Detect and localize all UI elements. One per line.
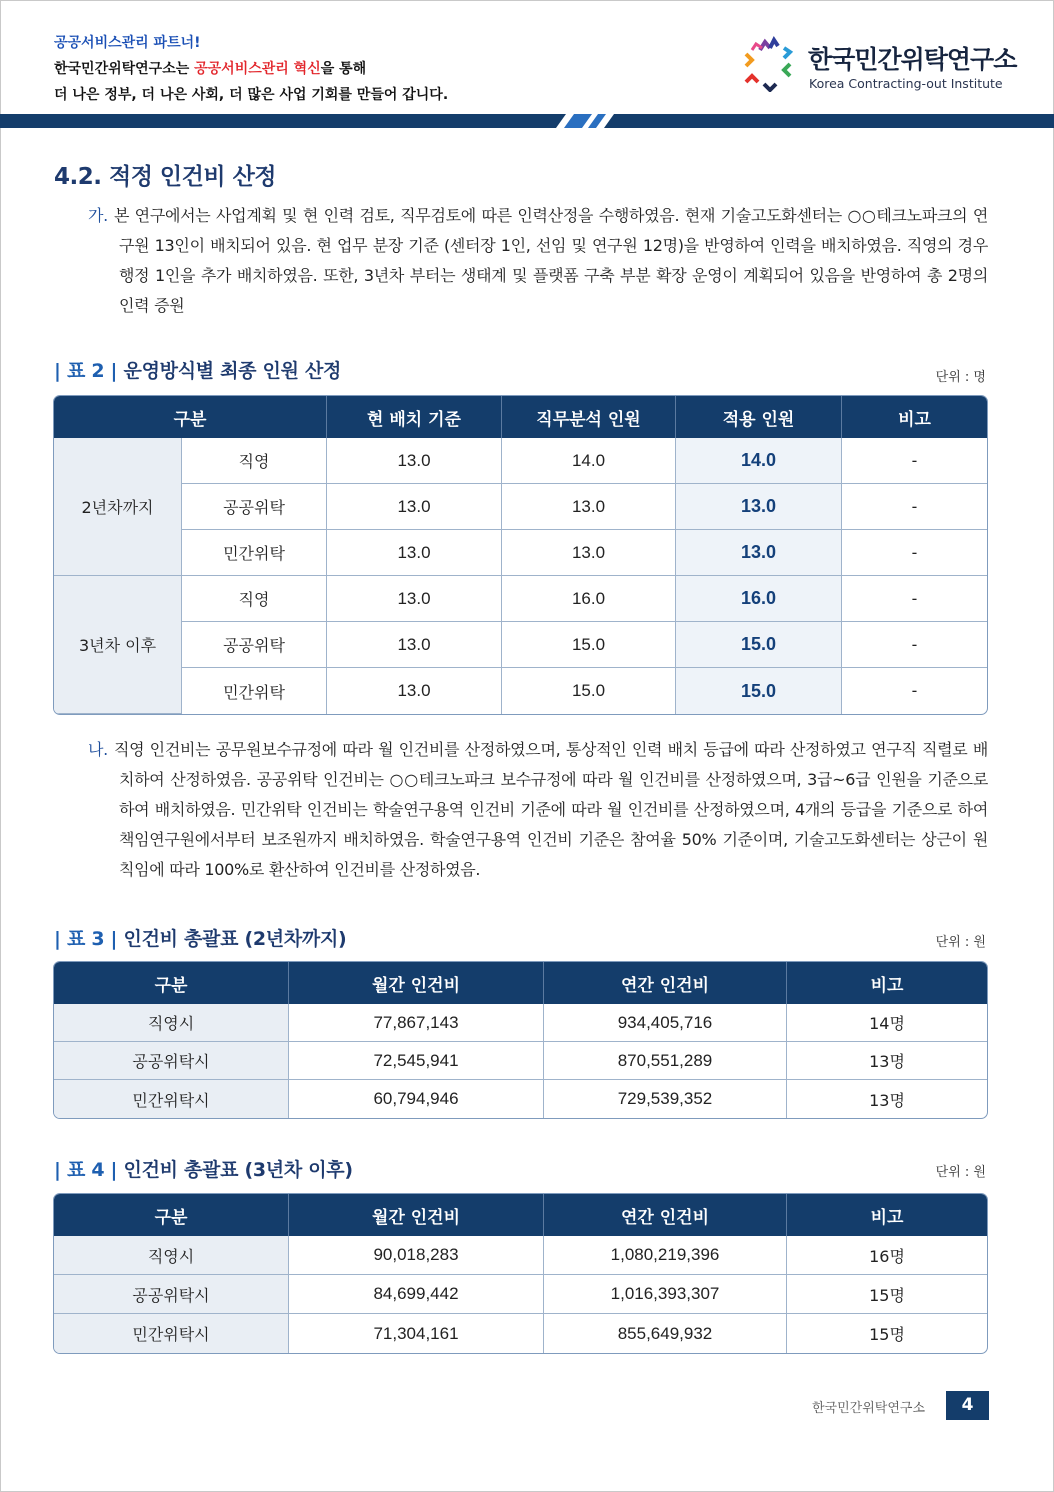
- paragraph-b: [88, 735, 988, 885]
- monthly-cost: 72,545,941: [289, 1042, 544, 1080]
- analysis-value: 16.0: [502, 576, 676, 622]
- table4-header-row: [54, 1194, 987, 1236]
- slogan-line2: [54, 56, 448, 82]
- col-header-monthly: 월간 인건비: [289, 962, 544, 1004]
- col-header-note: 비고: [787, 1194, 987, 1236]
- applied-value: 15.0: [676, 668, 842, 714]
- table4: [53, 1193, 988, 1354]
- current-value: 13.0: [327, 668, 502, 714]
- annual-cost: 1,080,219,396: [544, 1236, 787, 1275]
- annual-cost: 855,649,932: [544, 1314, 787, 1353]
- col-header-category: 구분: [54, 396, 327, 438]
- current-value: 13.0: [327, 484, 502, 530]
- annual-cost: 934,405,716: [544, 1004, 787, 1042]
- table2-header-row: [54, 396, 987, 438]
- table-row: [54, 576, 987, 622]
- table3-caption: [54, 924, 346, 951]
- group-label: 2년차까지: [54, 438, 182, 576]
- note-value: -: [842, 576, 987, 622]
- table4-unit: 단위 : 원: [935, 1165, 986, 1180]
- table4-caption-text: 인건비 총괄표 (3년차 이후): [123, 1159, 353, 1181]
- analysis-value: 14.0: [502, 438, 676, 484]
- institute-logo: [740, 36, 1040, 96]
- note-value: -: [911, 681, 918, 700]
- table3-caption-prefix: | 표 3 |: [54, 928, 118, 950]
- applied-value: 13.0: [676, 484, 842, 530]
- table-row: [54, 1042, 987, 1080]
- table-row: [54, 530, 987, 576]
- group-label: 3년차 이후: [54, 576, 182, 714]
- table-row: [54, 668, 987, 714]
- note-value: 13명: [787, 1042, 987, 1080]
- table-row: [54, 1275, 987, 1314]
- table3-header-row: [54, 962, 987, 1004]
- col-header-category: 구분: [54, 962, 289, 1004]
- col-header-annual: 연간 인건비: [544, 962, 787, 1004]
- paragraph-a: [88, 201, 988, 321]
- annual-cost: 870,551,289: [544, 1042, 787, 1080]
- row-type: 민간위탁: [182, 530, 327, 576]
- note-value: -: [842, 530, 987, 576]
- note-value: -: [842, 438, 987, 484]
- table-row: [54, 484, 987, 530]
- monthly-cost: 84,699,442: [289, 1275, 544, 1314]
- row-type: 민간위탁시: [54, 1314, 289, 1353]
- table2: [53, 395, 988, 715]
- paragraph-b-text: 직영 인건비는 공무원보수규정에 따라 월 인건비를 산정하였으며, 통상적인 인력 배치 등급에 따라 산정하였고 연구직 직렬로 배치하여 산정하였음. 공공위탁 인건비는 ○○테크노파크 보수규정에 따라 월 인건비를 산정하였으며, 3급~6급 인원을 기준으로 하여 배치하였음. 민간위탁 인건비는 학술연구용역 인건비 기준에 따라 월 인건비를 산정하였으며, 4개의 등급을 기준으로 하여 책임연구원에서부터 보조원까지 배치하였음. 학술연구용역 인건비 기준은 참여율 50% 기준이며, 기술고도화센터는 상근이 원칙임에 따라 100%로 환산하여 인건비를 산정하였음.: [113, 740, 988, 879]
- table3-caption-text: 인건비 총괄표 (2년차까지): [123, 928, 347, 950]
- header-slogan: [54, 30, 448, 108]
- table3-unit: 단위 : 원: [935, 935, 986, 950]
- paragraph-a-marker: 가.: [88, 206, 108, 225]
- row-type: 민간위탁: [182, 668, 327, 714]
- col-header-analysis: 직무분석 인원: [502, 396, 676, 438]
- row-type: 민간위탁시: [54, 1080, 289, 1118]
- analysis-value: 13.0: [502, 484, 676, 530]
- note-value: 14명: [787, 1004, 987, 1042]
- current-value: 13.0: [327, 530, 502, 576]
- current-value: 13.0: [327, 438, 502, 484]
- table-row: [54, 438, 987, 484]
- table-row: [54, 622, 987, 668]
- col-header-note: 비고: [787, 962, 987, 1004]
- monthly-cost: 77,867,143: [289, 1004, 544, 1042]
- applied-value: 15.0: [676, 622, 842, 668]
- row-type: 직영시: [54, 1004, 289, 1042]
- slogan-line2-pre: 한국민간위탁연구소는: [54, 61, 195, 77]
- slogan-line1: 공공서비스관리 파트너!: [54, 35, 201, 51]
- page-number: 4: [946, 1391, 989, 1420]
- slogan-line3: 더 나은 정부, 더 나은 사회, 더 많은 사업 기회를 만들어 갑니다.: [54, 87, 449, 103]
- table-row: [54, 1236, 987, 1275]
- note-value: 15명: [869, 1325, 905, 1344]
- col-header-monthly: 월간 인건비: [289, 1194, 544, 1236]
- monthly-cost: 71,304,161: [289, 1314, 544, 1353]
- analysis-value: 13.0: [502, 530, 676, 576]
- current-value: 13.0: [327, 622, 502, 668]
- note-value: 16명: [787, 1236, 987, 1275]
- applied-value: 14.0: [676, 438, 842, 484]
- current-value: 13.0: [327, 576, 502, 622]
- applied-value: 16.0: [676, 576, 842, 622]
- monthly-cost: 60,794,946: [289, 1080, 544, 1118]
- col-header-current: 현 배치 기준: [327, 396, 502, 438]
- row-type: 직영: [182, 576, 327, 622]
- applied-value: 13.0: [676, 530, 842, 576]
- table2-caption: [54, 356, 341, 383]
- table2-caption-prefix: | 표 2 |: [54, 360, 118, 382]
- table-row: [54, 1080, 987, 1118]
- slogan-line2-post: 을 통해: [320, 61, 367, 77]
- row-type: 직영: [182, 438, 327, 484]
- paragraph-a-text: 본 연구에서는 사업계획 및 현 인력 검토, 직무검토에 따른 인력산정을 수행하였음. 현재 기술고도화센터는 ○○테크노파크의 연구원 13인이 배치되어 있음. 현 업무 분장 기준 (센터장 1인, 선임 및 연구원 12명)을 반영하여 인력을 배치하였음. 직영의 경우 행정 1인을 추가 배치하였음. 또한, 3년차 부터는 생태계 및 플랫폼 구축 부분 확장 운영이 계획되어 있음을 반영하여 총 2명의 인력 증원: [113, 206, 988, 315]
- table2-caption-text: 운영방식별 최종 인원 산정: [123, 360, 342, 382]
- col-header-note: 비고: [842, 396, 987, 438]
- row-type: 직영시: [54, 1236, 289, 1275]
- row-type: 공공위탁: [182, 622, 327, 668]
- paragraph-b-marker: 나.: [88, 740, 108, 759]
- logo-mark-icon: [740, 36, 796, 92]
- footer-org-name: 한국민간위탁연구소: [812, 1401, 926, 1416]
- col-header-applied: 적용 인원: [676, 396, 842, 438]
- note-value: 15명: [787, 1275, 987, 1314]
- table-row: [54, 1004, 987, 1042]
- annual-cost: 729,539,352: [544, 1080, 787, 1118]
- table-row: [54, 1314, 987, 1353]
- col-header-annual: 연간 인건비: [544, 1194, 787, 1236]
- table4-caption-prefix: | 표 4 |: [54, 1159, 118, 1181]
- analysis-value: 15.0: [502, 622, 676, 668]
- note-value: -: [842, 484, 987, 530]
- annual-cost: 1,016,393,307: [544, 1275, 787, 1314]
- table4-caption: [54, 1155, 353, 1182]
- table2-unit: 단위 : 명: [935, 370, 986, 385]
- note-value: -: [842, 622, 987, 668]
- section-title: 4.2. 적정 인건비 산정: [54, 164, 277, 190]
- row-type: 공공위탁: [182, 484, 327, 530]
- monthly-cost: 90,018,283: [289, 1236, 544, 1275]
- col-header-category: 구분: [54, 1194, 289, 1236]
- analysis-value: 15.0: [502, 668, 676, 714]
- slogan-highlight: 공공서비스관리 혁신: [194, 61, 321, 77]
- row-type: 공공위탁시: [54, 1275, 289, 1314]
- logo-korean-name: 한국민간위탁연구소: [808, 45, 1017, 74]
- logo-english-name: Korea Contracting-out Institute: [809, 76, 1003, 91]
- header-band: [0, 114, 1054, 128]
- row-type: 공공위탁시: [54, 1042, 289, 1080]
- note-value: 13명: [869, 1090, 905, 1110]
- table3: [53, 961, 988, 1119]
